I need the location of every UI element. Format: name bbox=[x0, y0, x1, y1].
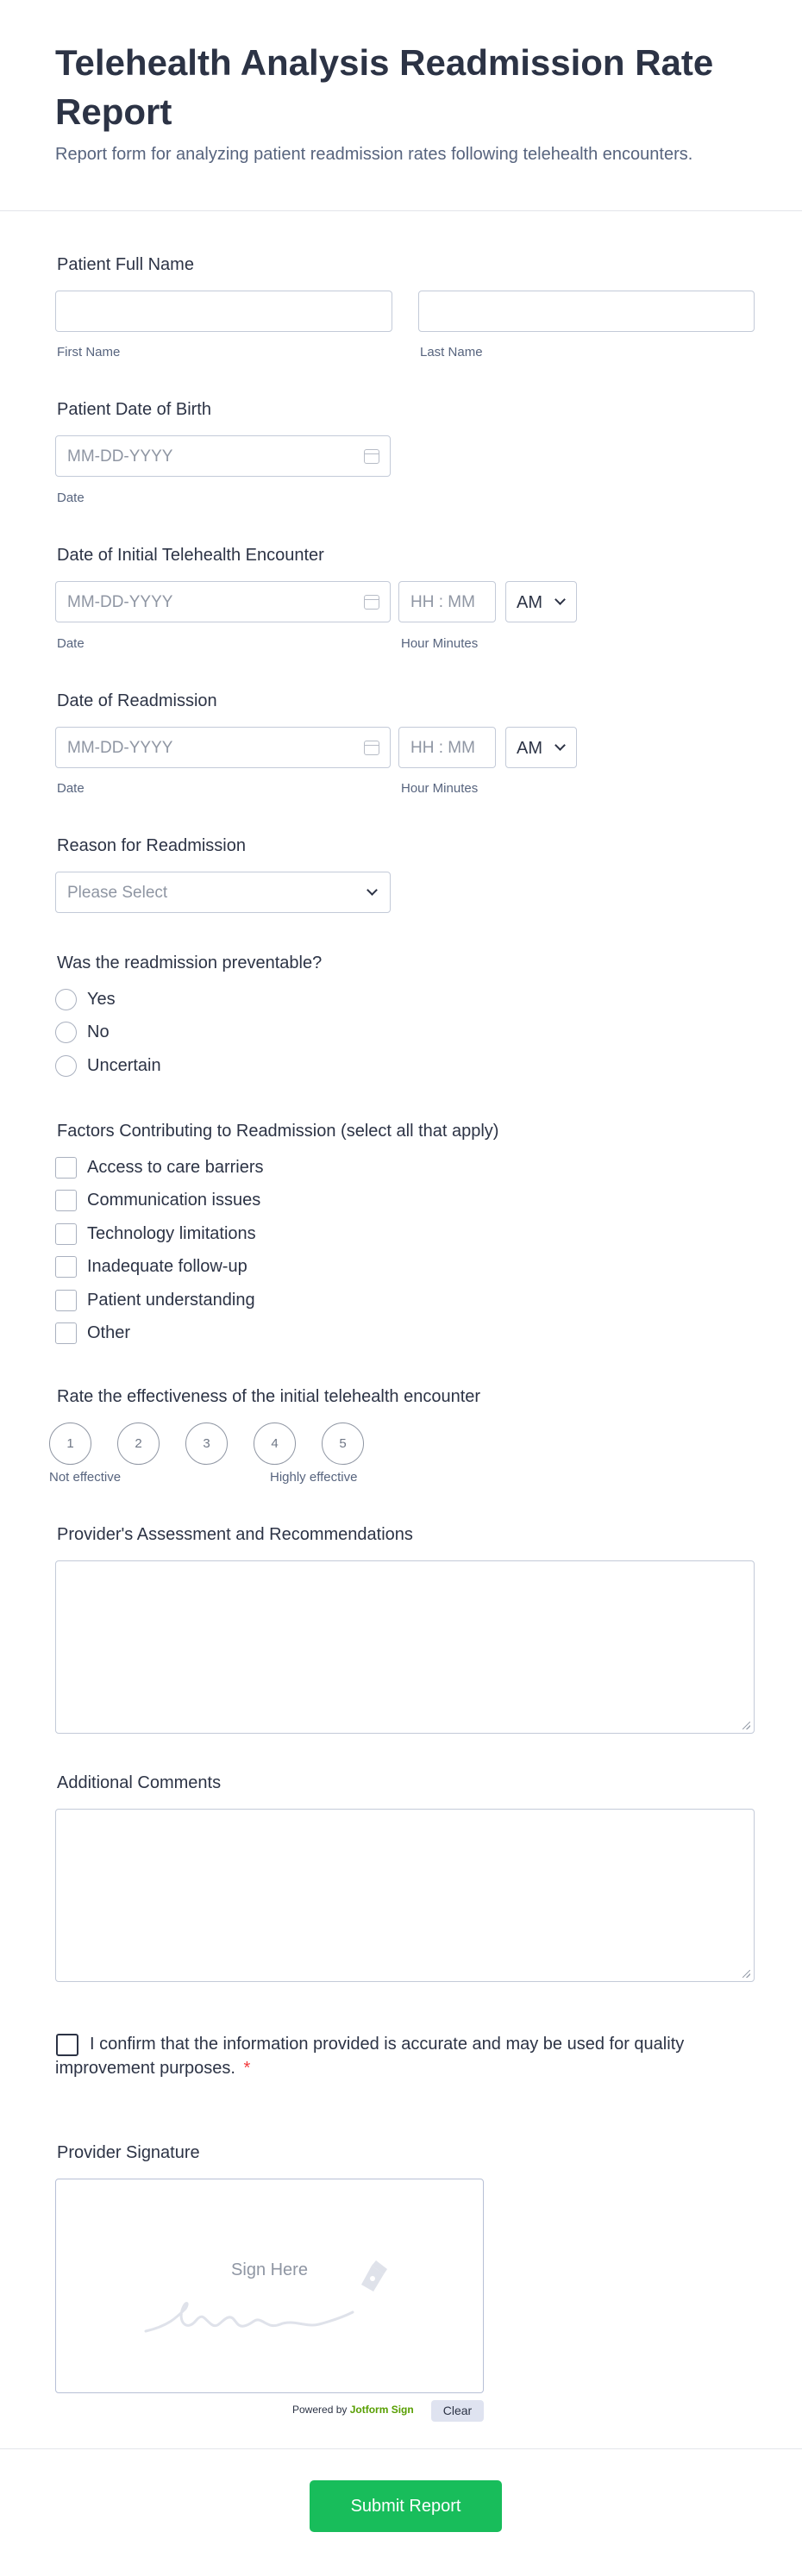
jotform-sign-brand: Jotform Sign bbox=[349, 2404, 414, 2416]
form-description: Report form for analyzing patient readmission rates following telehealth encounters. bbox=[55, 145, 693, 164]
preventable-radio-no[interactable] bbox=[55, 1022, 77, 1043]
chevron-down-icon bbox=[555, 740, 566, 751]
confirm-statement[interactable] bbox=[55, 2032, 711, 2080]
preventable-option-no[interactable]: No bbox=[87, 1022, 110, 1041]
signature-placeholder: Sign Here bbox=[231, 2260, 308, 2279]
rating-option-4[interactable]: 4 bbox=[254, 1422, 296, 1465]
initial-encounter-ampm-value: AM bbox=[517, 593, 542, 612]
calendar-icon[interactable] bbox=[364, 595, 379, 610]
readmission-time-input[interactable] bbox=[398, 727, 496, 768]
readmission-time-sublabel: Hour Minutes bbox=[401, 781, 479, 796]
initial-encounter-label: Date of Initial Telehealth Encounter bbox=[57, 546, 324, 565]
signature-label: Provider Signature bbox=[57, 2143, 200, 2162]
preventable-radio-uncertain[interactable] bbox=[55, 1055, 77, 1077]
factor-option-understanding[interactable]: Patient understanding bbox=[87, 1291, 255, 1310]
dob-placeholder: MM-DD-YYYY bbox=[67, 447, 173, 466]
readmission-date-input[interactable] bbox=[55, 727, 391, 768]
rating-high-label: Highly effective bbox=[270, 1470, 358, 1485]
initial-encounter-date-placeholder: MM-DD-YYYY bbox=[67, 593, 173, 611]
required-marker: * bbox=[243, 2059, 251, 2078]
rating-option-2[interactable]: 2 bbox=[117, 1422, 160, 1465]
first-name-sublabel: First Name bbox=[57, 345, 121, 360]
readmission-date-label: Date of Readmission bbox=[57, 691, 217, 710]
initial-encounter-date-input[interactable] bbox=[55, 581, 391, 622]
last-name-input[interactable] bbox=[418, 291, 755, 332]
reason-label: Reason for Readmission bbox=[57, 836, 246, 855]
last-name-sublabel: Last Name bbox=[420, 345, 483, 360]
reason-select[interactable] bbox=[55, 872, 391, 913]
rating-option-1[interactable]: 1 bbox=[49, 1422, 91, 1465]
dob-date-input[interactable] bbox=[55, 435, 391, 477]
factor-checkbox-followup[interactable] bbox=[55, 1256, 77, 1278]
dob-sublabel: Date bbox=[57, 491, 85, 505]
factor-checkbox-technology[interactable] bbox=[55, 1223, 77, 1245]
confirm-text: I confirm that the information provided is accurate and may be used for quality improvement purposes. bbox=[55, 2035, 685, 2078]
form-title: Telehealth Analysis Readmission Rate Report bbox=[55, 42, 714, 132]
signature-pad[interactable] bbox=[55, 2179, 484, 2393]
comments-label: Additional Comments bbox=[57, 1773, 222, 1792]
submit-button[interactable]: Submit Report bbox=[310, 2480, 502, 2532]
resize-grip-icon[interactable] bbox=[742, 1970, 750, 1978]
factor-checkbox-communication[interactable] bbox=[55, 1190, 77, 1211]
powered-by-text bbox=[292, 2403, 414, 2417]
first-name-input[interactable] bbox=[55, 291, 392, 332]
chevron-down-icon bbox=[367, 885, 378, 896]
factor-checkbox-access[interactable] bbox=[55, 1157, 77, 1179]
factor-option-technology[interactable]: Technology limitations bbox=[87, 1224, 256, 1243]
rating-option-3[interactable]: 3 bbox=[185, 1422, 228, 1465]
assessment-label: Provider's Assessment and Recommendations bbox=[57, 1525, 413, 1544]
assessment-textarea[interactable] bbox=[55, 1560, 755, 1734]
preventable-radio-yes[interactable] bbox=[55, 989, 77, 1010]
preventable-option-uncertain[interactable]: Uncertain bbox=[87, 1056, 161, 1075]
initial-encounter-date-sublabel: Date bbox=[57, 636, 85, 651]
readmission-ampm-value: AM bbox=[517, 739, 542, 758]
factor-checkbox-understanding[interactable] bbox=[55, 1290, 77, 1311]
preventable-option-yes[interactable]: Yes bbox=[87, 990, 116, 1009]
readmission-date-sublabel: Date bbox=[57, 781, 85, 796]
comments-textarea[interactable] bbox=[55, 1809, 755, 1982]
signature-clear-button[interactable]: Clear bbox=[431, 2400, 484, 2422]
factor-option-communication[interactable]: Communication issues bbox=[87, 1191, 261, 1210]
calendar-icon[interactable] bbox=[364, 449, 379, 464]
readmission-date-placeholder: MM-DD-YYYY bbox=[67, 739, 173, 757]
initial-encounter-time-input[interactable] bbox=[398, 581, 496, 622]
initial-encounter-time-placeholder: HH : MM bbox=[410, 593, 475, 611]
patient-name-label: Patient Full Name bbox=[57, 255, 194, 274]
rating-option-5[interactable]: 5 bbox=[322, 1422, 364, 1465]
rating-low-label: Not effective bbox=[49, 1470, 122, 1485]
resize-grip-icon[interactable] bbox=[742, 1722, 750, 1729]
calendar-icon[interactable] bbox=[364, 741, 379, 755]
rating-label: Rate the effectiveness of the initial telehealth encounter bbox=[57, 1387, 481, 1406]
factor-option-followup[interactable]: Inadequate follow-up bbox=[87, 1257, 247, 1276]
factor-checkbox-other[interactable] bbox=[55, 1322, 77, 1344]
chevron-down-icon bbox=[555, 594, 566, 605]
initial-encounter-ampm-select[interactable] bbox=[505, 581, 577, 622]
factor-option-access[interactable]: Access to care barriers bbox=[87, 1158, 264, 1177]
initial-encounter-time-sublabel: Hour Minutes bbox=[401, 636, 479, 651]
factor-option-other[interactable]: Other bbox=[87, 1323, 131, 1342]
factors-label: Factors Contributing to Readmission (select all that apply) bbox=[57, 1122, 499, 1141]
reason-placeholder: Please Select bbox=[67, 884, 168, 902]
preventable-label: Was the readmission preventable? bbox=[57, 953, 323, 972]
readmission-time-placeholder: HH : MM bbox=[410, 739, 475, 757]
readmission-ampm-select[interactable] bbox=[505, 727, 577, 768]
form-header bbox=[0, 0, 802, 211]
dob-label: Patient Date of Birth bbox=[57, 400, 211, 419]
powered-by-label: Powered by bbox=[292, 2404, 348, 2416]
